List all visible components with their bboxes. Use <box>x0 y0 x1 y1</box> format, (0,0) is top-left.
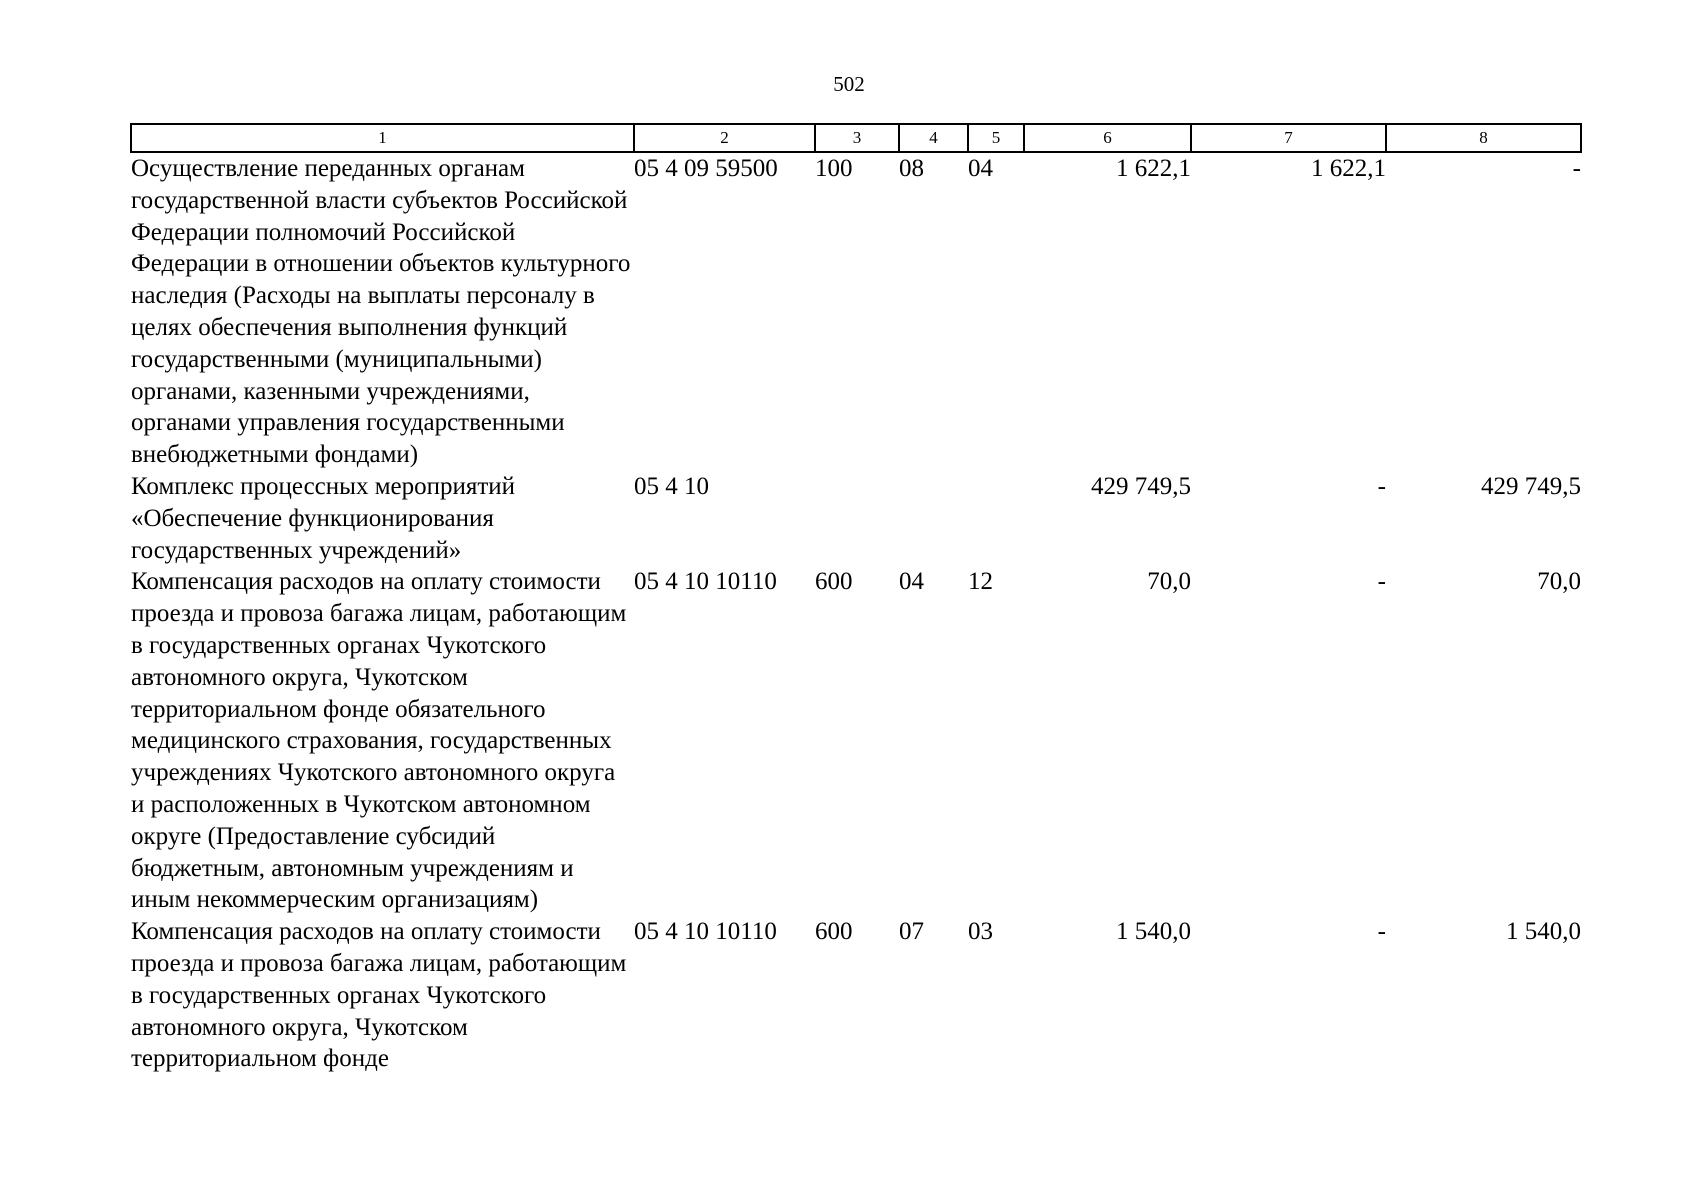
header-col-2: 2 <box>634 124 815 152</box>
header-col-4: 4 <box>899 124 968 152</box>
row-col7: - <box>1377 568 1386 596</box>
row-col8: 429 749,5 <box>1481 472 1581 500</box>
row-col4 <box>899 471 968 566</box>
row-col7: 1 622,1 <box>1311 155 1386 182</box>
row-description: Компенсация расходов на оплату стоимости проезда и провоза багажа лицам, работающим в государственных органах Чукотского автономного округа, Чукотском территориальном фонде обязательного медицинского страхования, государственных учреждениях Чукотского автономного округа и расположенных в Чукотском автономном округе (Предоставление субсидий бюджетным, автономным учреждениям и иным некоммерческим организациям) <box>131 568 627 914</box>
row-description: Осуществление переданных органам государственной власти субъектов Российской Федерации полномочий Российской Федерации в отношении объектов культурного наследия (Расходы на выплаты персоналу в целях обеспечения выполнения функций государственными (муниципальными) органами, казенными учреждениями, органами управления государственными внебюджетными фондами) <box>131 155 631 469</box>
page-number: 502 <box>833 72 865 96</box>
table-body <box>131 152 1581 1075</box>
row-col4: 07 <box>899 918 924 946</box>
row-code: 05 4 10 <box>634 472 709 500</box>
row-col3 <box>815 471 899 566</box>
row-description: Компенсация расходов на оплату стоимости проезда и провоза багажа лицам, работающим в государственных органах Чукотского автономного округа, Чукотском территориальном фонде <box>131 918 627 1073</box>
row-col3: 600 <box>815 568 853 596</box>
table-row <box>131 152 1581 471</box>
row-col4: 04 <box>899 568 924 596</box>
budget-table <box>130 123 1582 1075</box>
row-col6: 429 749,5 <box>1091 472 1191 500</box>
row-col7: - <box>1377 918 1386 946</box>
row-col8: - <box>1572 155 1581 182</box>
header-col-1: 1 <box>131 124 634 152</box>
row-col8: 70,0 <box>1537 568 1581 596</box>
table-header <box>131 124 1581 152</box>
row-col3: 600 <box>815 918 853 946</box>
row-col5 <box>968 471 1024 566</box>
header-col-8: 8 <box>1386 124 1581 152</box>
header-col-7: 7 <box>1191 124 1386 152</box>
row-code: 05 4 10 10110 <box>634 918 777 946</box>
table-row <box>131 471 1581 566</box>
table-row <box>131 916 1581 1075</box>
header-col-3: 3 <box>815 124 899 152</box>
row-code: 05 4 10 10110 <box>634 568 777 596</box>
row-col4: 08 <box>899 155 924 182</box>
header-col-6: 6 <box>1024 124 1191 152</box>
row-col5: 03 <box>968 918 993 946</box>
row-col5: 12 <box>968 568 993 596</box>
row-col8: 1 540,0 <box>1506 918 1581 946</box>
row-col6: 1 622,1 <box>1116 155 1191 182</box>
row-code: 05 4 09 59500 <box>634 155 778 182</box>
row-description: Комплекс процессных мероприятий «Обеспечение функционирования государственных учреждений» <box>131 472 516 564</box>
row-col6: 70,0 <box>1147 568 1191 596</box>
row-col7: - <box>1377 472 1386 500</box>
row-col3: 100 <box>815 155 853 182</box>
table-row <box>131 566 1581 916</box>
row-col5: 04 <box>968 155 993 182</box>
header-row <box>131 124 1581 152</box>
header-col-5: 5 <box>968 124 1024 152</box>
row-col6: 1 540,0 <box>1116 918 1191 946</box>
